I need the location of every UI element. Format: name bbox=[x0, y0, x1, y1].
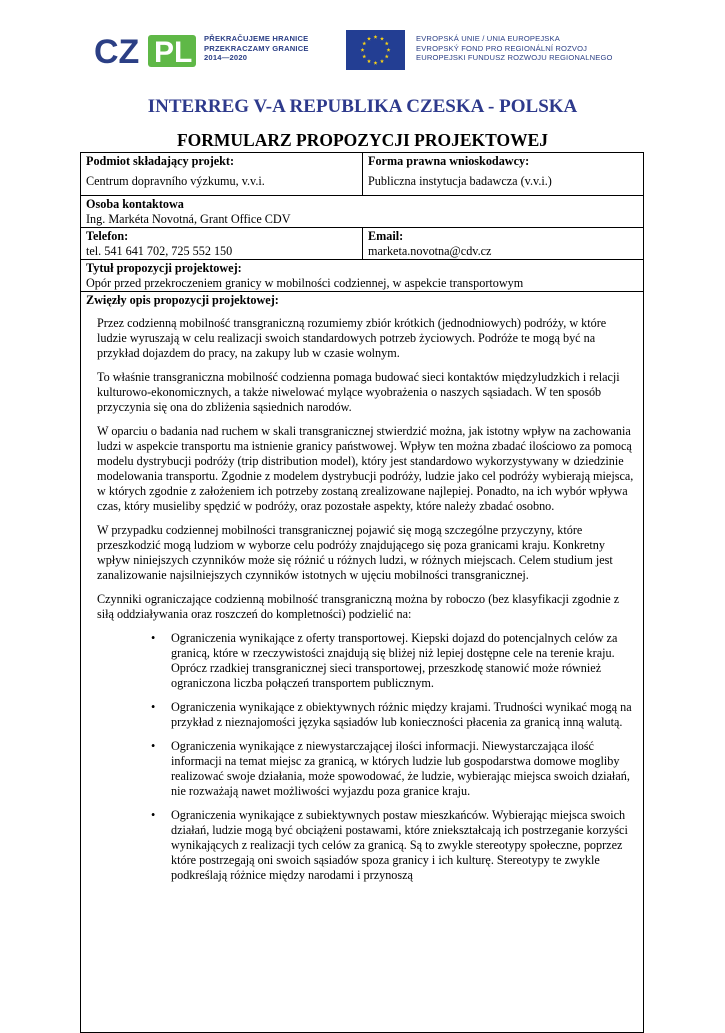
list-item-text: Ograniczenia wynikające z niewystarczającej ilości informacji. Niewystarczająca ilość informacji na temat miejsc za granicą, w których ludzie lub gospodarstwa domowe mogliby realizować swoje działania, może spowodować, że ludzie, wybierając miejsca swoich działań, nie rozważają nawet możliwości wyjazdu poza granice kraju. bbox=[171, 739, 630, 798]
cz-pl-logo bbox=[92, 32, 198, 70]
eu-line-1: EVROPSKÁ UNIE / UNIA EUROPEJSKA bbox=[416, 34, 560, 43]
phone-label: Telefon: bbox=[86, 229, 129, 243]
list-item-text: Ograniczenia wynikające z oferty transportowej. Kiepski dojazd do potencjalnych celów za granicą, które w rzeczywistości znajdują się bliżej niż lepiej dostępne cele na terenie kraju. Oprócz rzadkiej transgranicznej sieci transportowej, przeszkodę stanowić może również ograniczona liczba połączeń transportem publicznym. bbox=[171, 631, 618, 690]
bullet-icon: • bbox=[151, 700, 156, 714]
phone-cell bbox=[81, 228, 363, 260]
description-paragraph: W przypadku codziennej mobilności transgranicznej pojawić się mogą szczególne przyczyny, które przeszkodzić mogą ludziom w wyborze celu podróży znajdującego się poza granicami kraju. Konkretny wpływ niniejszych czynników może się różnić u różnych ludzi, w różnych miejscach. Celem studium jest zanalizowanie najsilniejszych czynników istotnych w ujęciu mobilności transgranicznej. bbox=[97, 523, 613, 582]
title-row bbox=[81, 260, 644, 292]
legal-form-cell bbox=[363, 153, 644, 196]
bullet-icon: • bbox=[151, 739, 156, 753]
proposal-title-label: Tytuł propozycji projektowej: bbox=[86, 261, 242, 275]
eu-fund-text bbox=[416, 34, 613, 63]
legal-form-label: Forma prawna wnioskodawcy: bbox=[368, 154, 530, 168]
form-title: FORMULARZ PROPOZYCJI PROJEKTOWEJ bbox=[176, 130, 549, 150]
description-paragraph: Przez codzienną mobilność transgraniczną rozumiemy zbiór krótkich (jednodniowych) podróży, w które ludzie wyruszają w celu realizacji swoich standardowych potrzeb życiowych. Podróże te mogą być na przykład dojazdem do pracy, na zakupy lub w czasie wolnym. bbox=[97, 316, 607, 360]
applicant-label: Podmiot składający projekt: bbox=[86, 154, 235, 168]
title-cell bbox=[81, 260, 644, 292]
description-paragraph: To właśnie transgraniczna mobilność codzienna pomaga budować sieci kontaktów międzyludzkich i relacji kulturowo-ekonomicznych, a także niwelować mylące wyobrażenia o naszych sąsiadach. W ten sposób przyczynia się ona do zbliżenia sąsiednich narodów. bbox=[97, 370, 620, 414]
main-title: INTERREG V-A REPUBLIKA CZESKA - POLSKA bbox=[147, 96, 578, 117]
description-label: Zwięzły opis propozycji projektowej: bbox=[86, 293, 279, 307]
contact-value: Ing. Markéta Novotná, Grant Office CDV bbox=[86, 212, 291, 226]
program-slogan bbox=[204, 34, 309, 63]
contact-row bbox=[81, 196, 644, 228]
list-item bbox=[97, 808, 643, 883]
email-label: Email: bbox=[368, 229, 404, 243]
email-value: marketa.novotna@cdv.cz bbox=[368, 244, 492, 258]
list-item bbox=[97, 739, 643, 799]
pl-logo-text: PL bbox=[154, 36, 193, 69]
list-item-text: Ograniczenia wynikające z obiektywnych różnic między krajami. Trudności wynikać mogą na przykład z nieznajomości języka sąsiadów lub konieczności płacenia za granicą inną walutą. bbox=[171, 700, 632, 729]
eu-line-3: EUROPEJSKI FUNDUSZ ROZWOJU REGIONALNEGO bbox=[416, 53, 613, 63]
list-item-text: Ograniczenia wynikające z subiektywnych postaw mieszkańców. Wybierając miejsca swoich działań, ludzie mogą być obciążeni postawami, które zniekształcają ich postrzeganie korzyści wynikających z realizacji tych celów za granicą. Są to zwykle stereotypy społeczne, poprzez które postrzegają oni swoich sąsiadów spoza granicy i ich kulturę. Stereotypy te zwykle podkreślają różnice między narodami i przynoszą bbox=[171, 808, 628, 882]
description-row bbox=[81, 292, 644, 1033]
bullet-icon: • bbox=[151, 808, 156, 822]
legal-form-value: Publiczna instytucja badawcza (v.v.i.) bbox=[368, 174, 552, 188]
eu-line-2: EVROPSKÝ FOND PRO REGIONÁLNÍ ROZVOJ bbox=[416, 43, 588, 53]
description-paragraph: Czynniki ograniczające codzienną mobilność transgraniczną można by roboczo (bez klasyfikacji zgodnie z siłą oddziaływania oraz roszczeń do kompletności) podzielić na: bbox=[97, 592, 620, 621]
bullet-icon: • bbox=[151, 631, 156, 645]
email-cell bbox=[363, 228, 644, 260]
applicant-value: Centrum dopravního výzkumu, v.v.i. bbox=[86, 174, 265, 188]
proposal-title-value: Opór przed przekroczeniem granicy w mobilności codziennej, w aspekcie transportowym bbox=[86, 276, 524, 290]
slogan-line-pl: PRZEKRACZAMY GRANICE bbox=[204, 43, 309, 53]
list-item bbox=[97, 631, 643, 691]
description-body bbox=[81, 308, 643, 883]
cz-logo-text: CZ bbox=[94, 33, 140, 70]
applicant-row bbox=[81, 153, 644, 196]
contact-label: Osoba kontaktowa bbox=[86, 197, 184, 211]
slogan-line-cz: PŘEKRAČUJEME HRANICE bbox=[204, 34, 309, 43]
phone-value: tel. 541 641 702, 725 552 150 bbox=[86, 244, 233, 258]
list-item bbox=[97, 700, 643, 730]
eu-flag-icon bbox=[346, 30, 405, 70]
page-header bbox=[0, 0, 725, 90]
phone-email-row bbox=[81, 228, 644, 260]
factor-list bbox=[97, 631, 643, 883]
description-paragraph: W oparciu o badania nad ruchem w skali transgranicznej stwierdzić można, jak istotny wpływ na zachowania ludzi w aspekcie transportu ma istnienie granicy państwowej. Wpływ ten można zbadać ilościowo za pomocą modelu dystrybucji podróży (trip distribution model), który jest standardowo wykorzystywany w dziedzinie modelowania transportu. Zgodnie z modelem dystrybucji podróży, ludzie jako cel podróży wybierają miejsca, w których zgodnie z założeniem ich potrzeby zostaną zrealizowane najlepiej. Ponadto, na ich wybór wpływa czas, który musieliby spędzić w podróży, oraz pozostałe aspekty, które należy zbadać osobno. bbox=[97, 424, 634, 513]
description-cell bbox=[81, 292, 644, 1033]
contact-cell bbox=[81, 196, 644, 228]
proposal-form-table bbox=[80, 152, 644, 1033]
slogan-years: 2014—2020 bbox=[204, 53, 248, 63]
applicant-cell bbox=[81, 153, 363, 196]
